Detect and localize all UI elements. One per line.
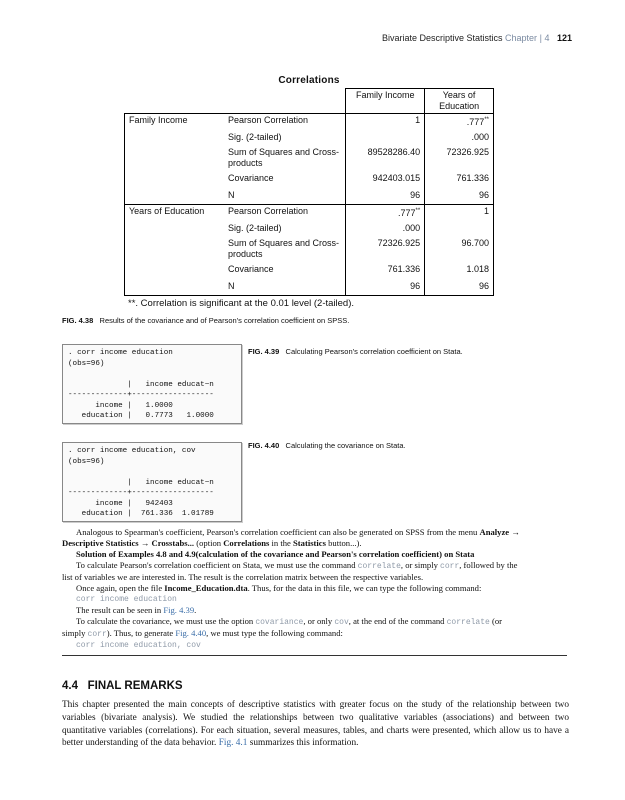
table-cell: 72326.925 xyxy=(346,237,425,261)
page-number: 121 xyxy=(556,33,572,43)
figure-label: FIG. 4.39 xyxy=(248,347,280,356)
figure-link[interactable]: Fig. 4.1 xyxy=(218,738,248,749)
table-header-row xyxy=(125,89,494,114)
table-cell: .000 xyxy=(346,220,425,237)
stat-label: Sig. (2-tailed) xyxy=(228,223,282,233)
table-cell: 96 xyxy=(346,187,425,205)
table-row xyxy=(125,220,494,237)
table-cell: 96 xyxy=(425,187,494,205)
figure-label: FIG. 4.38 xyxy=(62,316,94,325)
section-title: FINAL REMARKS xyxy=(87,680,183,692)
stata-command: corr income education, cov xyxy=(76,641,201,650)
table-cell: 89528286.40 xyxy=(346,146,425,170)
table-cell: 1 xyxy=(425,205,494,221)
significance-note: **. Correlation is significant at the 0.01 level (2-tailed). xyxy=(128,298,355,309)
stat-label: N xyxy=(224,278,346,296)
table-row xyxy=(125,170,494,187)
table-cell: 1 xyxy=(346,114,425,130)
table-row xyxy=(125,129,494,146)
correlations-title: Correlations xyxy=(278,75,340,86)
figure-link[interactable]: Fig. 4.39 xyxy=(163,605,195,615)
stat-label: Covariance xyxy=(228,173,274,183)
divider xyxy=(62,655,567,656)
header-chapter-number: 4 xyxy=(544,33,550,43)
figure-caption-439 xyxy=(248,347,463,356)
section-number: 4.4 xyxy=(62,680,78,692)
figure-label: FIG. 4.40 xyxy=(248,441,280,450)
body-paragraph: Analogous to Spearman's coefficient, Pearson's correlation coefficient can also be generated on SPSS from the menu Analyze → Descriptive Statistics → Crosstabs... (option Correlations in the Statistics button...). Solution of Examples 4.8 and 4.9(calculation of the covariance and Pearson's correlation coefficient) on Stata To calculate Pearson's correlation coefficient on Stata, we must use the command correlate, or simply corr, followed by the list of variables we are interested in. The result is the correlation matrix between the respective variables. Once again, open the file Income_Education.dta. Thus, for the data in this file, we can type the following command: corr income education The result can be seen in Fig. 4.39. To calculate the covariance, we must use the option covariance, or only cov, at the end of the command correlate (or simply corr). Thus, to generate Fig. 4.40, we must type the following command: corr income education, cov xyxy=(62,527,569,651)
table-cell: 761.336 xyxy=(425,170,494,187)
table-cell xyxy=(346,129,425,146)
table-cell: .000 xyxy=(425,129,494,146)
header-title: Bivariate Descriptive Statistics xyxy=(381,33,503,43)
table-row xyxy=(125,205,494,221)
table-cell: .777** xyxy=(425,114,494,130)
stat-label: Pearson Correlation xyxy=(224,205,346,221)
stat-label: Pearson Correlation xyxy=(224,114,346,130)
table-cell: 761.336 xyxy=(346,261,425,278)
table-cell: .777** xyxy=(346,205,425,221)
stata-covariance-output: . corr income education, cov (obs=96) | income educat~n -------------+------------------ income | 942403 education | 761.336 1.01789 xyxy=(62,442,242,522)
table-cell: 72326.925 xyxy=(425,146,494,170)
table-cell: 942403.015 xyxy=(346,170,425,187)
correlations-table xyxy=(124,88,494,296)
figure-caption-text: Calculating the covariance on Stata. xyxy=(285,441,406,450)
solution-heading: Solution of Examples 4.8 and 4.9(calculation of the covariance and Pearson's correlation coefficient) on Stata xyxy=(76,549,475,559)
table-row xyxy=(125,114,494,130)
table-cell: 96 xyxy=(346,278,425,296)
row-group-label: Years of Education xyxy=(125,205,225,221)
col-header-family-income: Family Income xyxy=(346,89,425,114)
row-group-label: Family Income xyxy=(125,114,225,130)
stat-label: Covariance xyxy=(228,264,274,274)
figure-caption-438 xyxy=(62,316,349,325)
header-separator: | xyxy=(539,33,542,43)
stata-correlation-output: . corr income education (obs=96) | income educat~n -------------+------------------ income | 1.0000 education | 0.7773 1.0000 xyxy=(62,344,242,424)
table-row xyxy=(125,237,494,261)
section-heading xyxy=(62,680,183,692)
figure-caption-440 xyxy=(248,441,406,450)
file-name: Income_Education.dta xyxy=(164,583,248,593)
table-row xyxy=(125,261,494,278)
table-cell: 96 xyxy=(425,278,494,296)
table-row xyxy=(125,278,494,296)
table-row xyxy=(125,146,494,170)
table-cell: 96.700 xyxy=(425,237,494,261)
running-header xyxy=(0,33,572,43)
table-cell: 1.018 xyxy=(425,261,494,278)
figure-caption-text: Calculating Pearson's correlation coefficient on Stata. xyxy=(285,347,463,356)
table-cell xyxy=(425,220,494,237)
stata-command: corr income education xyxy=(76,595,177,604)
stat-label: Sig. (2-tailed) xyxy=(228,132,282,142)
section-paragraph: This chapter presented the main concepts of descriptive statistics with greater focus on the study of the relationship between two variables (bivariate analysis). We studied the relationships between two qualitative variables (associations) and between two quantitative variables (correlations). For each situation, several measures, tables, and charts were presented, which allow us to have a better understanding of the data behavior. Fig. 4.1 summarizes this information. xyxy=(62,700,569,749)
stat-label: N xyxy=(228,190,235,200)
table-row xyxy=(125,187,494,205)
stat-label: Sum of Squares and Cross-products xyxy=(228,147,340,168)
stat-label: Sum of Squares and Cross-products xyxy=(228,238,340,259)
col-header-years-education: Years of Education xyxy=(425,89,494,114)
header-chapter: Chapter xyxy=(505,33,538,43)
figure-link[interactable]: Fig. 4.40 xyxy=(175,628,207,638)
figure-caption-text: Results of the covariance and of Pearson's correlation coefficient on SPSS. xyxy=(99,316,350,325)
